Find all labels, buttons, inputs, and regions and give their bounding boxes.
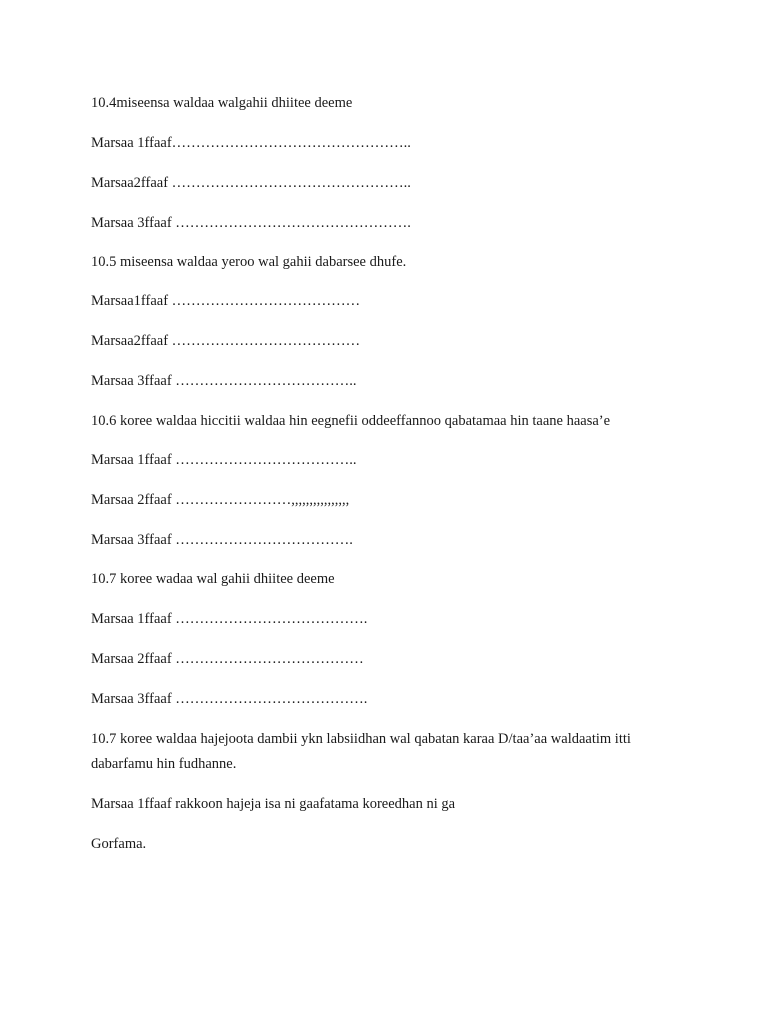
round-3-line: Marsaa 3ffaaf ……………………………….: [91, 532, 353, 548]
round-2-line: Marsaa2ffaaf …………………………………: [91, 333, 361, 349]
closing-line: Gorfama.: [91, 836, 147, 852]
round-3-line: Marsaa 3ffaaf ………………………………….: [91, 691, 368, 707]
round-1-line: Marsaa 1ffaaf ………………………………..: [91, 452, 357, 468]
round-1-line: Marsaa 1ffaaf rakkoon hajeja isa ni gaafatama koreedhan ni ga: [91, 796, 456, 812]
heading-10-6: 10.6 koree waldaa hiccitii waldaa hin eegnefii oddeeffannoo qabatamaa hin taane haasa’e: [91, 413, 611, 429]
heading-10-4: 10.4miseensa waldaa walgahii dhiitee deeme: [91, 95, 353, 111]
heading-10-7: 10.7 koree wadaa wal gahii dhiitee deeme: [91, 571, 335, 587]
round-1-line: Marsaa 1ffaaf ………………………………….: [91, 611, 368, 627]
heading-10-5: 10.5 miseensa waldaa yeroo wal gahii dabarsee dhufe.: [91, 254, 407, 270]
round-3-line: Marsaa 3ffaaf ………………………………..: [91, 373, 357, 389]
heading-10-7-second: 10.7 koree waldaa hajejoota dambii ykn labsiidhan wal qabatan karaa D/taa’aa waldaatim itti dabarfamu hin fudhanne.: [91, 731, 631, 772]
round-2-line: Marsaa 2ffaaf …………………………………: [91, 651, 364, 667]
round-2-line: Marsaa2ffaaf …………………………………………..: [91, 175, 411, 191]
round-1-line: Marsaa 1ffaaf…………………………………………..: [91, 135, 411, 151]
round-3-line: Marsaa 3ffaaf ………………………………………….: [91, 215, 411, 231]
round-2-line: Marsaa 2ffaaf ……………………,,,,,,,,,,,,,,,,: [91, 492, 350, 508]
round-1-line: Marsaa1ffaaf …………………………………: [91, 293, 361, 309]
